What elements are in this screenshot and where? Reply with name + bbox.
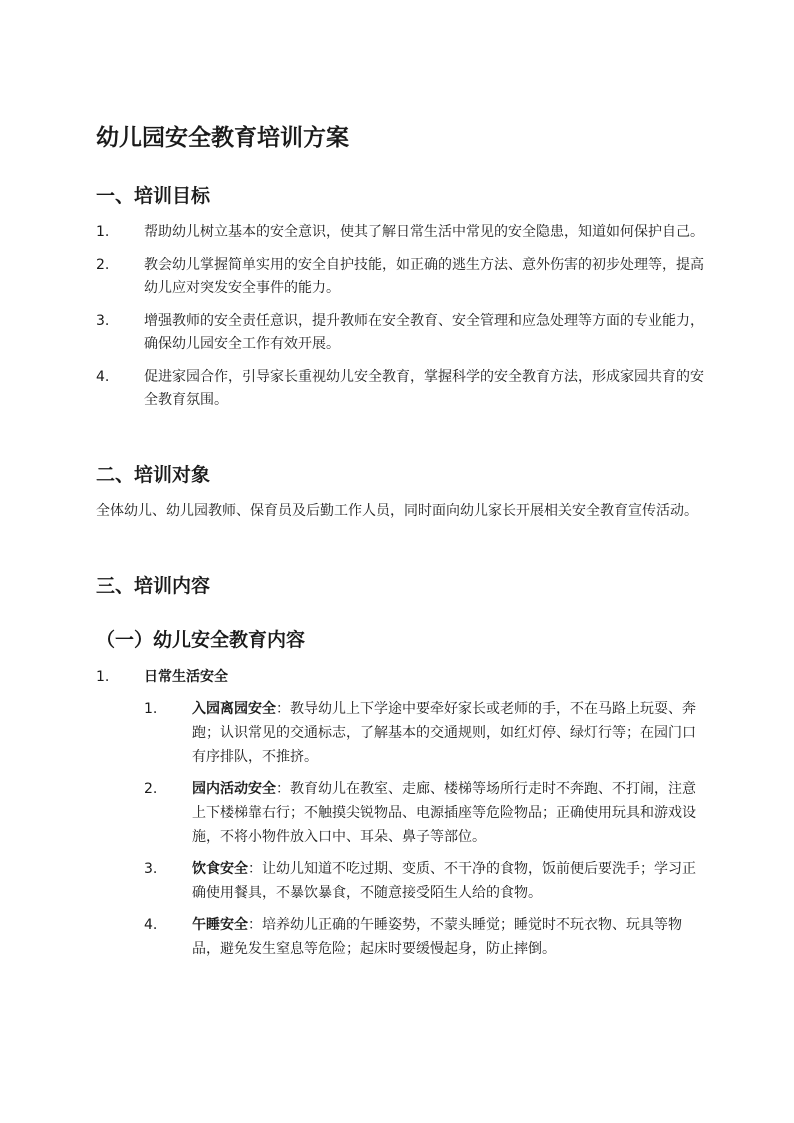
list-item-text: ：让幼儿知道不吃过期、变质、不干净的食物，饭前便后要洗手；学习正确使用餐具，不暴饮暴食，不随意接受陌生人给的食物。 bbox=[192, 861, 696, 901]
list-item-text: 促进家园合作，引导家长重视幼儿安全教育，掌握科学的安全教育方法，形成家园共育的安全教育氛围。 bbox=[144, 369, 704, 408]
list-item-number: 1. bbox=[144, 701, 158, 717]
list-item bbox=[96, 366, 704, 412]
list-item bbox=[144, 697, 704, 769]
list-item-number: 1. bbox=[96, 669, 110, 685]
list-item-text: ：培养幼儿正确的午睡姿势，不蒙头睡觉；睡觉时不玩衣物、玩具等物品，避免发生窒息等危险；起床时要缓慢起身，防止摔倒。 bbox=[192, 917, 682, 957]
list-item bbox=[144, 857, 704, 905]
list-item-text: ：教导幼儿上下学途中要牵好家长或老师的手，不在马路上玩耍、奔跑；认识常见的交通标志，了解基本的交通规则，如红灯停、绿灯行等；在园门口有序排队，不推挤。 bbox=[192, 701, 696, 765]
page-title: 幼儿园安全教育培训方案 bbox=[96, 125, 349, 151]
section-heading-content: 三、培训内容 bbox=[96, 575, 211, 597]
section-heading-goals: 一、培训目标 bbox=[96, 185, 211, 207]
list-item-text: 增强教师的安全责任意识，提升教师在安全教育、安全管理和应急处理等方面的专业能力，确保幼儿园安全工作有效开展。 bbox=[144, 313, 704, 352]
list-item-label: 入园离园安全 bbox=[192, 701, 276, 717]
list-item-text: ：教育幼儿在教室、走廊、楼梯等场所行走时不奔跑、不打闹，注意上下楼梯靠右行；不触摸尖锐物品、电源插座等危险物品；正确使用玩具和游戏设施，不将小物件放入口中、耳朵、鼻子等部位。 bbox=[192, 781, 696, 845]
daily-safety-label: 日常生活安全 bbox=[144, 669, 228, 685]
list-item bbox=[96, 254, 704, 300]
list-item-label: 园内活动安全 bbox=[192, 781, 276, 797]
section-heading-audience: 二、培训对象 bbox=[96, 464, 211, 486]
daily-safety-list bbox=[144, 697, 704, 969]
audience-paragraph: 全体幼儿、幼儿园教师、保育员及后勤工作人员，同时面向幼儿家长开展相关安全教育宣传活动。 bbox=[96, 503, 698, 519]
list-item-number: 3. bbox=[144, 861, 158, 877]
goals-list bbox=[96, 221, 704, 422]
list-item-number: 2. bbox=[96, 257, 110, 273]
list-item-label: 饮食安全 bbox=[192, 861, 248, 877]
list-item-number: 4. bbox=[144, 917, 158, 933]
list-item bbox=[144, 913, 704, 961]
list-item-number: 3. bbox=[96, 313, 110, 329]
list-item-number: 2. bbox=[144, 781, 158, 797]
list-item bbox=[96, 221, 704, 244]
list-item-text: 教会幼儿掌握简单实用的安全自护技能，如正确的逃生方法、意外伤害的初步处理等，提高幼儿应对突发安全事件的能力。 bbox=[144, 257, 704, 296]
list-item-number: 4. bbox=[96, 369, 110, 385]
daily-safety-heading bbox=[96, 666, 704, 689]
list-item-number: 1. bbox=[96, 224, 110, 240]
list-item-text: 帮助幼儿树立基本的安全意识，使其了解日常生活中常见的安全隐患，知道如何保护自己。 bbox=[144, 224, 704, 240]
list-item bbox=[96, 310, 704, 356]
subsection-heading: （一）幼儿安全教育内容 bbox=[96, 629, 306, 651]
list-item-label: 午睡安全 bbox=[192, 917, 248, 933]
list-item bbox=[144, 777, 704, 849]
